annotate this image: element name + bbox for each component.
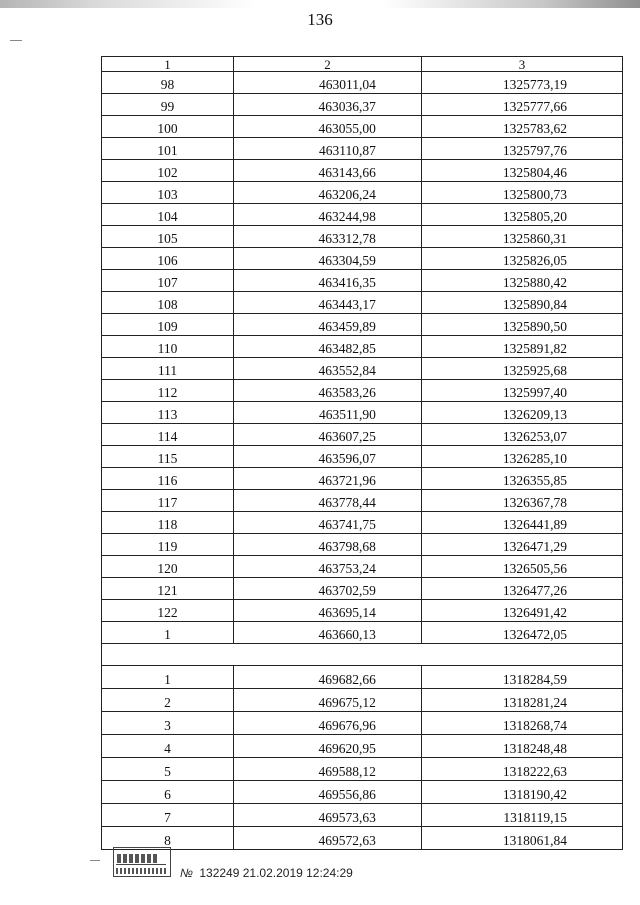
x-coordinate-cell: 463741,75 xyxy=(234,512,422,534)
x-coordinate-cell: 463511,90 xyxy=(234,402,422,424)
column-header: 2 xyxy=(234,57,422,72)
y-coordinate-cell: 1325800,73 xyxy=(421,182,622,204)
point-number-cell: 116 xyxy=(102,468,234,490)
point-number-cell: 105 xyxy=(102,226,234,248)
point-number-cell: 99 xyxy=(102,94,234,116)
y-coordinate-cell: 1318248,48 xyxy=(421,735,622,758)
table-row xyxy=(102,622,623,644)
y-coordinate-cell: 1326505,56 xyxy=(421,556,622,578)
table-row xyxy=(102,358,623,380)
x-coordinate-cell: 469675,12 xyxy=(234,689,422,712)
x-coordinate-cell: 463596,07 xyxy=(234,446,422,468)
x-coordinate-cell: 463206,24 xyxy=(234,182,422,204)
y-coordinate-cell: 1318061,84 xyxy=(421,827,622,850)
table-row xyxy=(102,314,623,336)
point-number-cell: 117 xyxy=(102,490,234,512)
point-number-cell: 101 xyxy=(102,138,234,160)
y-coordinate-cell: 1326355,85 xyxy=(421,468,622,490)
point-number-cell: 113 xyxy=(102,402,234,424)
x-coordinate-cell: 469573,63 xyxy=(234,804,422,827)
table-row xyxy=(102,712,623,735)
x-coordinate-cell: 463482,85 xyxy=(234,336,422,358)
y-coordinate-cell: 1326472,05 xyxy=(421,622,622,644)
y-coordinate-cell: 1326209,13 xyxy=(421,402,622,424)
y-coordinate-cell: 1318268,74 xyxy=(421,712,622,735)
x-coordinate-cell: 463055,00 xyxy=(234,116,422,138)
y-coordinate-cell: 1325891,82 xyxy=(421,336,622,358)
y-coordinate-cell: 1325997,40 xyxy=(421,380,622,402)
x-coordinate-cell: 463244,98 xyxy=(234,204,422,226)
coordinates-table-container xyxy=(101,56,623,850)
x-coordinate-cell: 463459,89 xyxy=(234,314,422,336)
point-number-cell: 103 xyxy=(102,182,234,204)
point-number-cell: 7 xyxy=(102,804,234,827)
table-row xyxy=(102,446,623,468)
point-number-cell: 108 xyxy=(102,292,234,314)
table-row xyxy=(102,182,623,204)
x-coordinate-cell: 463443,17 xyxy=(234,292,422,314)
table-row xyxy=(102,758,623,781)
x-coordinate-cell: 463011,04 xyxy=(234,72,422,94)
y-coordinate-cell: 1325804,46 xyxy=(421,160,622,182)
table-row xyxy=(102,666,623,689)
y-coordinate-cell: 1325783,62 xyxy=(421,116,622,138)
x-coordinate-cell: 463695,14 xyxy=(234,600,422,622)
y-coordinate-cell: 1325890,84 xyxy=(421,292,622,314)
y-coordinate-cell: 1325880,42 xyxy=(421,270,622,292)
x-coordinate-cell: 469620,95 xyxy=(234,735,422,758)
table-row xyxy=(102,204,623,226)
point-number-cell: 6 xyxy=(102,781,234,804)
point-number-cell: 104 xyxy=(102,204,234,226)
point-number-cell: 114 xyxy=(102,424,234,446)
point-number-cell: 122 xyxy=(102,600,234,622)
y-coordinate-cell: 1318119,15 xyxy=(421,804,622,827)
x-coordinate-cell: 463721,96 xyxy=(234,468,422,490)
y-coordinate-cell: 1325797,76 xyxy=(421,138,622,160)
x-coordinate-cell: 463036,37 xyxy=(234,94,422,116)
scan-edge-artifact xyxy=(0,0,640,8)
point-number-cell: 5 xyxy=(102,758,234,781)
document-footer xyxy=(180,866,353,880)
point-number-cell: 1 xyxy=(102,622,234,644)
x-coordinate-cell: 469682,66 xyxy=(234,666,422,689)
x-coordinate-cell: 469556,86 xyxy=(234,781,422,804)
x-coordinate-cell: 463304,59 xyxy=(234,248,422,270)
page-number: 136 xyxy=(307,10,333,29)
table-row xyxy=(102,490,623,512)
table-row xyxy=(102,534,623,556)
point-number-cell: 4 xyxy=(102,735,234,758)
y-coordinate-cell: 1326491,42 xyxy=(421,600,622,622)
table-row xyxy=(102,94,623,116)
column-header: 3 xyxy=(421,57,622,72)
x-coordinate-cell: 463312,78 xyxy=(234,226,422,248)
y-coordinate-cell: 1325860,31 xyxy=(421,226,622,248)
y-coordinate-cell: 1325773,19 xyxy=(421,72,622,94)
table-row xyxy=(102,468,623,490)
table-row xyxy=(102,380,623,402)
point-number-cell: 109 xyxy=(102,314,234,336)
margin-mark xyxy=(10,40,22,41)
x-coordinate-cell: 463753,24 xyxy=(234,556,422,578)
table-row xyxy=(102,116,623,138)
table-row xyxy=(102,735,623,758)
coordinates-table xyxy=(101,56,623,850)
table-row xyxy=(102,689,623,712)
x-coordinate-cell: 463416,35 xyxy=(234,270,422,292)
table-row xyxy=(102,248,623,270)
document-id: 132249 xyxy=(199,866,240,880)
table-row xyxy=(102,270,623,292)
x-coordinate-cell: 463583,26 xyxy=(234,380,422,402)
y-coordinate-cell: 1325805,20 xyxy=(421,204,622,226)
table-row xyxy=(102,512,623,534)
x-coordinate-cell: 463702,59 xyxy=(234,578,422,600)
x-coordinate-cell: 469588,12 xyxy=(234,758,422,781)
y-coordinate-cell: 1325890,50 xyxy=(421,314,622,336)
x-coordinate-cell: 463798,68 xyxy=(234,534,422,556)
y-coordinate-cell: 1325826,05 xyxy=(421,248,622,270)
y-coordinate-cell: 1325925,68 xyxy=(421,358,622,380)
table-row xyxy=(102,600,623,622)
point-number-cell: 111 xyxy=(102,358,234,380)
x-coordinate-cell: 469572,63 xyxy=(234,827,422,850)
y-coordinate-cell: 1325777,66 xyxy=(421,94,622,116)
point-number-cell: 106 xyxy=(102,248,234,270)
table-row xyxy=(102,827,623,850)
point-number-cell: 121 xyxy=(102,578,234,600)
table-row xyxy=(102,226,623,248)
x-coordinate-cell: 463552,84 xyxy=(234,358,422,380)
point-number-cell: 120 xyxy=(102,556,234,578)
point-number-cell: 102 xyxy=(102,160,234,182)
x-coordinate-cell: 469676,96 xyxy=(234,712,422,735)
y-coordinate-cell: 1326471,29 xyxy=(421,534,622,556)
section-separator-row xyxy=(102,644,623,666)
table-row xyxy=(102,402,623,424)
point-number-cell: 98 xyxy=(102,72,234,94)
point-number-cell: 112 xyxy=(102,380,234,402)
y-coordinate-cell: 1326253,07 xyxy=(421,424,622,446)
point-number-cell: 107 xyxy=(102,270,234,292)
y-coordinate-cell: 1318284,59 xyxy=(421,666,622,689)
point-number-cell: 2 xyxy=(102,689,234,712)
y-coordinate-cell: 1326367,78 xyxy=(421,490,622,512)
table-row xyxy=(102,578,623,600)
registry-stamp-logo xyxy=(113,847,171,877)
table-row xyxy=(102,336,623,358)
point-number-cell: 8 xyxy=(102,827,234,850)
column-header: 1 xyxy=(102,57,234,72)
table-row xyxy=(102,160,623,182)
y-coordinate-cell: 1318281,24 xyxy=(421,689,622,712)
y-coordinate-cell: 1326477,26 xyxy=(421,578,622,600)
table-row xyxy=(102,72,623,94)
table-row xyxy=(102,781,623,804)
y-coordinate-cell: 1326285,10 xyxy=(421,446,622,468)
x-coordinate-cell: 463143,66 xyxy=(234,160,422,182)
document-timestamp: 21.02.2019 12:24:29 xyxy=(242,866,353,880)
number-sign: № xyxy=(180,866,193,880)
point-number-cell: 115 xyxy=(102,446,234,468)
point-number-cell: 3 xyxy=(102,712,234,735)
margin-mark xyxy=(90,860,100,861)
point-number-cell: 110 xyxy=(102,336,234,358)
empty-cell xyxy=(102,644,623,666)
x-coordinate-cell: 463778,44 xyxy=(234,490,422,512)
point-number-cell: 119 xyxy=(102,534,234,556)
x-coordinate-cell: 463110,87 xyxy=(234,138,422,160)
y-coordinate-cell: 1318190,42 xyxy=(421,781,622,804)
y-coordinate-cell: 1318222,63 xyxy=(421,758,622,781)
table-row xyxy=(102,804,623,827)
table-row xyxy=(102,292,623,314)
point-number-cell: 118 xyxy=(102,512,234,534)
table-row xyxy=(102,556,623,578)
table-header-row xyxy=(102,57,623,72)
point-number-cell: 100 xyxy=(102,116,234,138)
x-coordinate-cell: 463660,13 xyxy=(234,622,422,644)
table-row xyxy=(102,138,623,160)
x-coordinate-cell: 463607,25 xyxy=(234,424,422,446)
y-coordinate-cell: 1326441,89 xyxy=(421,512,622,534)
table-row xyxy=(102,424,623,446)
point-number-cell: 1 xyxy=(102,666,234,689)
